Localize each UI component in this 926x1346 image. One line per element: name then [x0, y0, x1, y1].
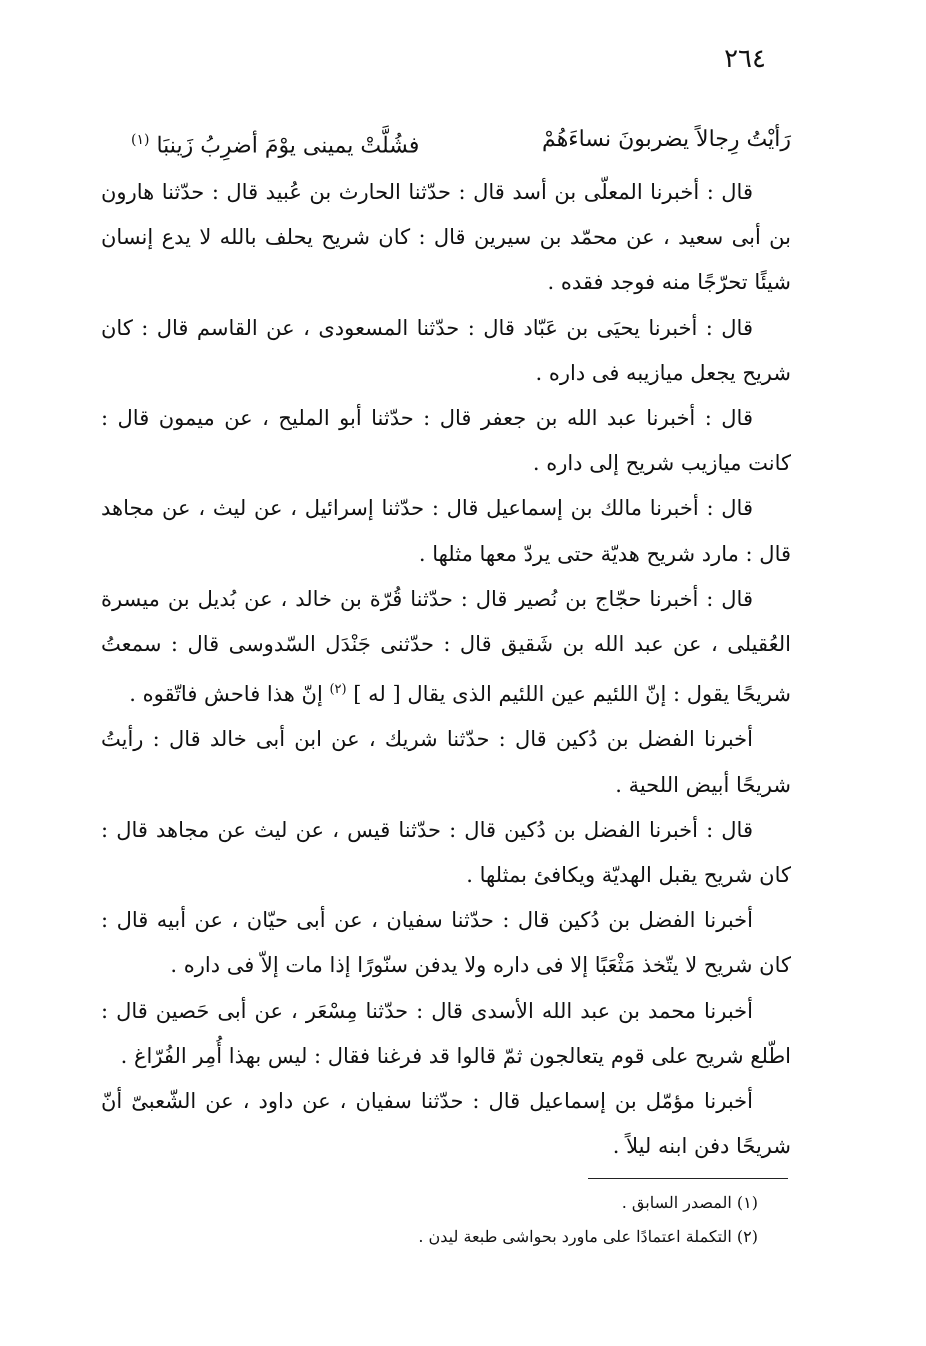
footnote-reference-1: (١) — [131, 132, 150, 148]
paragraph — [101, 396, 791, 486]
paragraph — [101, 808, 791, 898]
paragraph — [101, 577, 791, 718]
paragraph-text-continued: إنّ هذا فاحش فاتّقوه . — [129, 682, 323, 707]
verse-first-hemistich: رَأيْتُ رِجالاً يضربونَ نساءَهُمْ — [542, 127, 791, 152]
footnote-2: (٢) التكملة اعتمادًا على ماورد بحواشى طبعة ليدن . — [418, 1227, 758, 1246]
paragraph — [101, 989, 791, 1079]
paragraph — [101, 486, 791, 576]
main-text — [101, 170, 791, 1169]
paragraph — [101, 306, 791, 396]
poetry-verse — [131, 118, 791, 168]
paragraph — [101, 717, 791, 807]
footnote-divider — [588, 1178, 788, 1179]
paragraph-text: قال : أخبرنا مالك بن إسماعيل قال : حدّثنا إسرائيل ، عن ليث ، عن مجاهد قال : مارد شريح هديّة حتى يردّ معها مثلها . — [101, 496, 791, 566]
paragraph — [101, 1079, 791, 1169]
paragraph-text: قال : أخبرنا حجّاج بن نُصير قال : حدّثنا قُرّة بن خالد ، عن بُديل بن ميسرة العُقيلى ، عن عبد الله بن شَقيق قال : حدّثنى جَنْدَل السّدوسى قال : سمعتُ شريحًا يقول : إنّ اللئيم عين اللئيم الذى يقال [ له ] — [101, 586, 791, 707]
paragraph-text: قال : أخبرنا المعلّى بن أسد قال : حدّثنا الحارث بن عُبيد قال : حدّثنا هارون بن أبى سعيد ، عن محمّد بن سيرين قال : كان شريح يحلف بالله لا يدع إنسان شيئًا تحرّجًا منه فوجد فقده . — [101, 180, 791, 295]
footnote-reference-2: (٢) — [329, 682, 347, 698]
paragraph — [101, 898, 791, 988]
paragraph-text: قال : أخبرنا الفضل بن دُكين قال : حدّثنا قيس ، عن ليث عن مجاهد قال : كان شريح يقبل الهديّة ويكافئ بمثلها . — [101, 817, 791, 888]
paragraph — [101, 170, 791, 306]
paragraph-text: أخبرنا الفضل بن دُكين قال : حدّثنا شريك ، عن ابن أبى خالد قال : رأيتُ شريحًا أبيض اللحية . — [101, 727, 791, 797]
footnotes — [158, 1186, 758, 1254]
page-number: ٢٦٤ — [724, 44, 766, 74]
paragraph-text: أخبرنا محمد بن عبد الله الأسدى قال : حدّثنا مِسْعَر ، عن أبى حَصين قال : اطّلع شريح على قوم يتعالجون ثمّ قالوا قد فرغنا فقال : ليس بهذا أُمِر الفُرّاغ . — [101, 998, 791, 1068]
paragraph-text: قال : أخبرنا عبد الله بن جعفر قال : حدّثنا أبو المليح ، عن ميمون قال : كانت ميازيب شريح إلى داره . — [101, 406, 791, 476]
paragraph-text: أخبرنا الفضل بن دُكين قال : حدّثنا سفيان ، عن أبى حيّان ، عن أبيه قال : كان شريح لا يتّخذ مَثْعَبًا إلا فى داره ولا يدفن سنّورًا إذا مات إلاّ فى داره . — [101, 908, 791, 978]
verse-second-hemistich: فشُلَّتْ يمينى يوْمَ أضرِبُ زَينبَا — [156, 133, 420, 159]
footnote-1: (١) المصدر السابق . — [621, 1193, 758, 1212]
verse-second-hemistich-wrap — [131, 118, 419, 168]
paragraph-text: أخبرنا مؤمّل بن إسماعيل قال : حدّثنا سفيان ، عن داود ، عن الشّعبىّ أنّ شريحًا دفن ابنه ليلاً . — [101, 1089, 791, 1159]
paragraph-text: قال : أخبرنا يحيَى بن عَبّاد قال : حدّثنا المسعودى ، عن القاسم قال : كان شريح يجعل ميازيبه فى داره . — [101, 315, 791, 385]
